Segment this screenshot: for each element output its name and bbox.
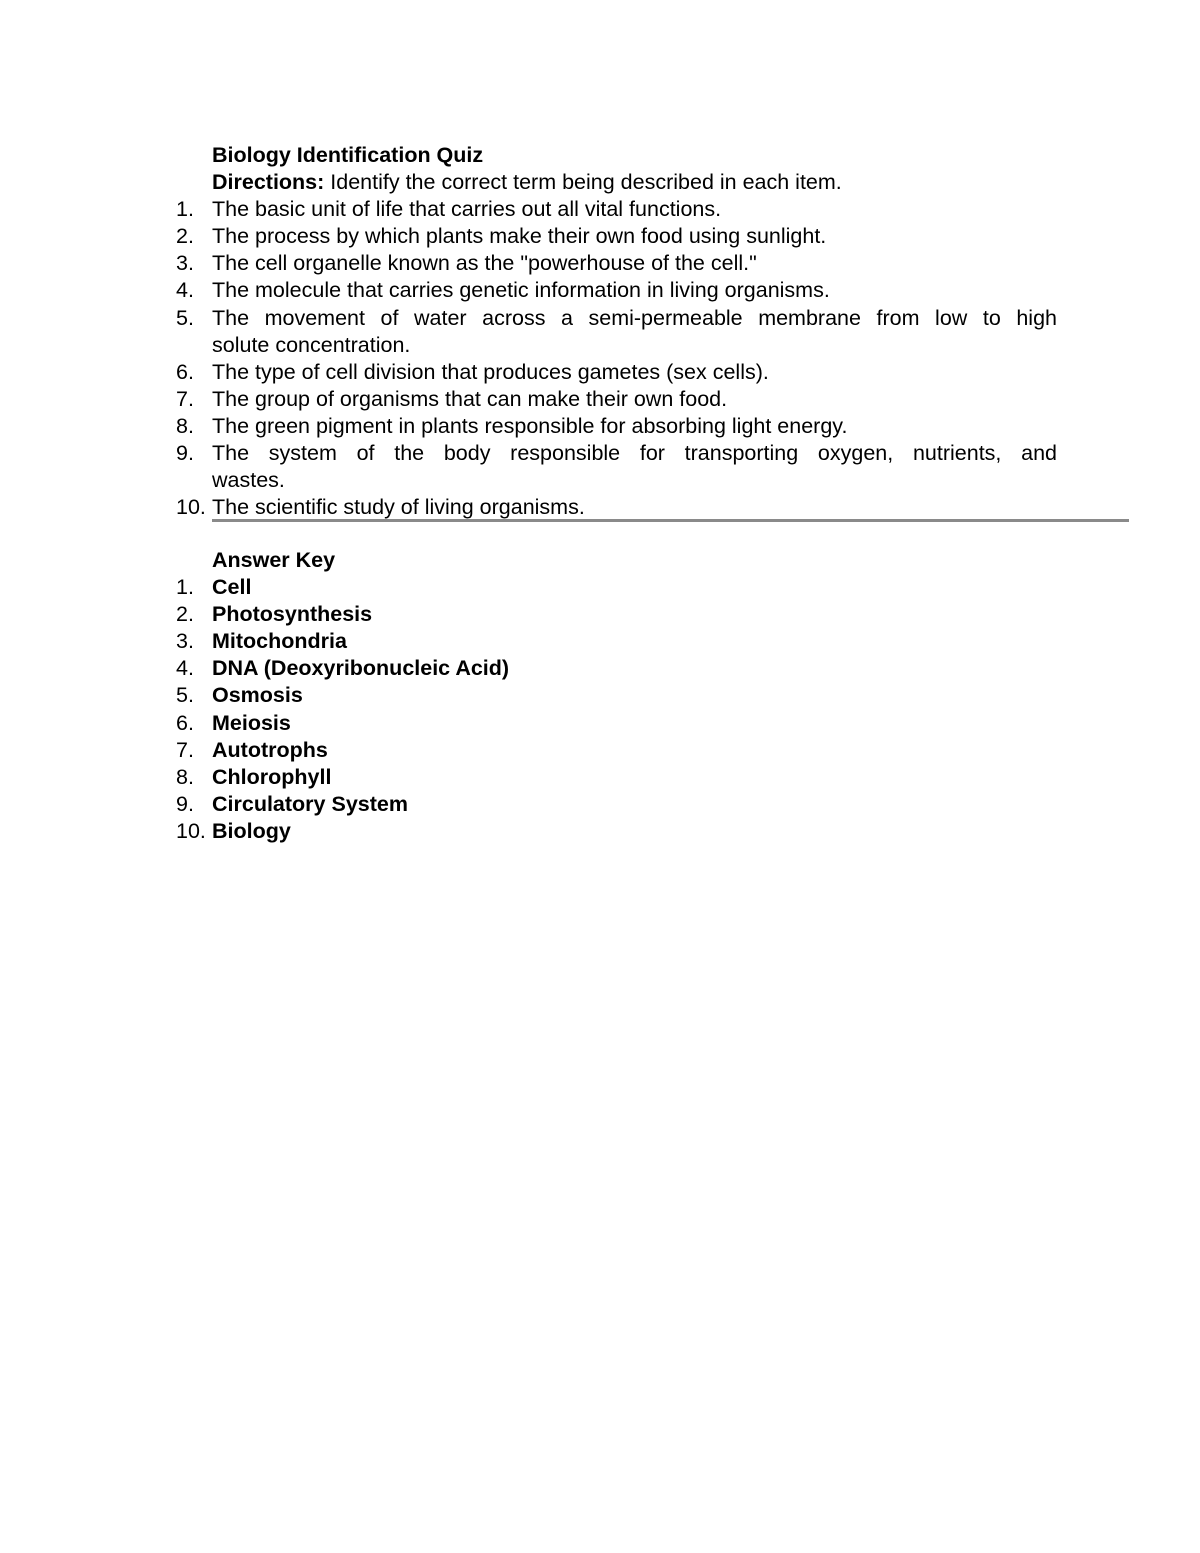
question-text: The molecule that carries genetic information in living organisms. [212,278,830,303]
quiz-question-list [0,196,1200,521]
answer-text: Chlorophyll [212,764,332,789]
answer-number: 6. [176,710,194,735]
question-number: 8. [176,413,194,438]
quiz-question [0,413,1200,440]
answer-text: Biology [212,818,291,843]
question-number: 1. [176,197,194,222]
answer-number: 10. [176,818,206,843]
question-text: wastes. [212,468,285,493]
answer-text: Meiosis [212,710,291,735]
quiz-question [0,277,1200,304]
quiz-title-line [0,142,1200,169]
answer-text: Autotrophs [212,737,328,762]
question-number: 7. [176,386,194,411]
answer-item [0,601,1200,628]
question-text: The movement of water across a semi-permeable membrane from low to high [212,305,1057,330]
answer-item [0,682,1200,709]
question-text: The process by which plants make their own food using sunlight. [212,224,827,249]
answer-key-title-line [0,547,1200,574]
answer-item [0,574,1200,601]
question-text: The basic unit of life that carries out all vital functions. [212,197,722,222]
answer-key-title: Answer Key [212,548,336,572]
answer-number: 2. [176,602,194,627]
question-text: The group of organisms that can make their own food. [212,386,728,411]
answer-number: 5. [176,683,194,708]
answer-number: 8. [176,764,194,789]
quiz-title: Biology Identification Quiz [212,143,484,167]
question-number: 10. [176,495,206,520]
answer-text: Circulatory System [212,791,408,816]
answer-item [0,791,1200,818]
question-text: The cell organelle known as the "powerhouse of the cell." [212,251,757,276]
answer-number: 9. [176,791,194,816]
answer-item [0,737,1200,764]
quiz-question [0,359,1200,386]
answer-item [0,628,1200,655]
quiz-question [0,467,1200,494]
quiz-question [0,250,1200,277]
question-number: 9. [176,441,194,466]
directions-label: Directions: [212,170,325,195]
answer-item [0,818,1200,845]
question-number: 6. [176,359,194,384]
quiz-question [0,494,1200,521]
quiz-question [0,386,1200,413]
question-text: The type of cell division that produces gametes (sex cells). [212,359,769,384]
answer-item [0,764,1200,791]
directions-text: Identify the correct term being described in each item. [324,170,842,195]
question-number: 4. [176,278,194,303]
directions [212,169,1057,196]
question-text: solute concentration. [212,332,411,357]
answer-item [0,655,1200,682]
quiz-question [0,332,1200,359]
answer-key-list [0,574,1200,845]
answer-number: 1. [176,575,194,600]
answer-text: Osmosis [212,683,303,708]
section-divider [212,519,1129,522]
answer-number: 4. [176,656,194,681]
answer-text: Photosynthesis [212,602,373,627]
quiz-section [0,142,1200,521]
directions-line [0,169,1200,196]
quiz-question [0,305,1200,332]
answer-number: 7. [176,737,194,762]
question-number: 3. [176,251,194,276]
answer-key-section [0,547,1200,845]
answer-text: Mitochondria [212,629,347,654]
answer-text: DNA (Deoxyribonucleic Acid) [212,656,510,681]
question-text: The scientific study of living organisms. [212,495,585,520]
quiz-question [0,440,1200,467]
question-text: The system of the body responsible for transporting oxygen, nutrients, and [212,441,1057,466]
answer-item [0,710,1200,737]
quiz-question [0,223,1200,250]
answer-number: 3. [176,629,194,654]
question-number: 5. [176,305,194,330]
question-text: The green pigment in plants responsible for absorbing light energy. [212,413,848,438]
question-number: 2. [176,224,194,249]
answer-text: Cell [212,575,252,600]
quiz-question [0,196,1200,223]
